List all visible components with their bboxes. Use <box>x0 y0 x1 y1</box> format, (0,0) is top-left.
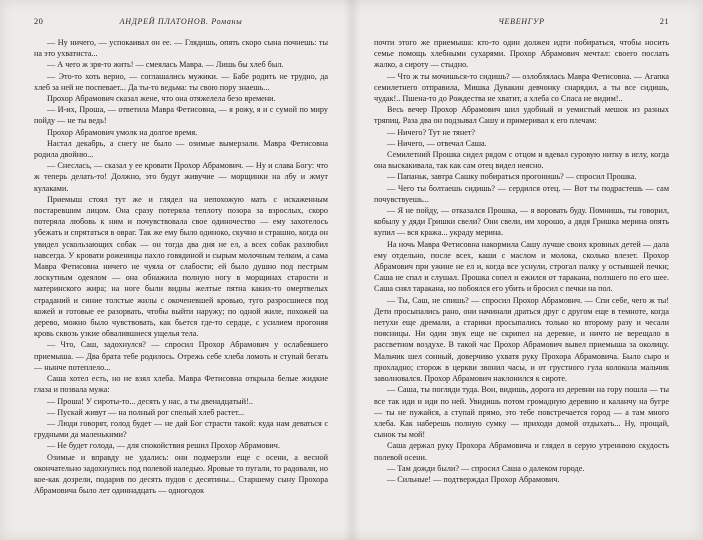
page-number-right: 21 <box>659 16 669 26</box>
paragraph: почти этого же приемыша: кто-то один должен идти побираться, чтобы носить семье помощь хлебными сухарями. Прохор Абрамович мечтал: своего послать жалко, а сироту — стыдно. <box>374 38 669 70</box>
paragraph: — Пускай живут — на полный рог спелый хлеб растет... <box>47 407 245 417</box>
paragraph: Прохор Абрамович умолк на долгое время. <box>47 127 198 137</box>
paragraph: — Ничего, — отвечал Саша. <box>387 138 487 148</box>
paragraph: — Не будет голода, — для спокойствия решил Прохор Абрамович. <box>47 441 280 451</box>
running-head-left <box>34 16 328 28</box>
paragraph: Приемыш стоял тут же и глядел на непохожую мать с искаженным постаревшим лицом. Она сразу потеряла теплоту позора за взрослых, скоро потеряла любовь к ним и почувствовала свое одиночество — ему захотелось убежать и спрятаться в овраг. Так же ему было одиноко, скучно и страшно, когда он увидел ускользающих собак — он тогда два дня не ел, а всех собак разлюбил навсегда. У кровати роженицы пахло говядиной и сырым молочным телком, а сама Мавра Фетисовна ничего не чуяла от слабости; ей было душно под пестрым лоскутным одеялом — она обнажила полную ногу в морщинах старости и материнского жира; на ноге были видны желтые пятна каких-то омертвелых страданий и синие толстые жилы с окоченевшей кровью, туго разросшиеся под кожей и готовые ее разорвать, чтобы выйти наружу; по одной жиле, похожей на дерево, можно было чувствовать, как бьется где-то сердце, с усилием прогоняя кровь сквозь узкие обвалившиеся ущелья тела. <box>34 194 328 339</box>
paragraph: — Ну ничего, — успокаивал он ее. — Глядишь, опять скоро сына почнешь: ты на это ухватиста... <box>34 38 328 59</box>
paragraph: — Что ж ты мочишься-то сидишь? — озлоблялась Мавра Фетисовна. — Агапка семилетнего отправила, Мишка Дувакин девчонку снарядил, а ты все сидишь, чудак!.. Пшена-то до Рождества не хватит, а хлеба со Спаса не видим!.. <box>374 71 669 104</box>
paragraph: — А чего ж зря-то жить! — смеялась Мавра. — Лишь бы хлеб был. <box>47 60 284 70</box>
paragraph: — Сильные! — подтверждал Прохор Абрамович. <box>387 474 560 484</box>
paragraph: — Папаньк, завтра Сашку побираться прогонишь? — спросил Прошка. <box>387 172 637 182</box>
paragraph: Семилетний Прошка сидел рядом с отцом и вдевал суровую нитку в иглу, когда она выскакивала, так как сам отец видел неясно. <box>374 150 669 171</box>
paragraph: Настал декабрь, а снегу не было — озимые вымерзали. Мавра Фетисовна родила двойню... <box>34 138 328 160</box>
paragraph: — Снеслась, — сказал у ее кровати Прохор Абрамович. — Ну и слава Богу: что ж теперь делать-то! Должно, это будут живучие — морщинки на лбу и жмут кулаками. <box>34 161 328 193</box>
paragraph: — Что, Саш, задохнулся? — спросил Прохор Абрамович у ослабевшего приемыша. — Два брата тебе родилось. Отрежь себе хлеба ломоть и ступай бегать — нынче потеплело... <box>34 340 328 372</box>
paragraph: — И-их, Проша, — ответила Мавра Фетисовна, — я рожу, я и с сумой по миру пойду — не ты ведь! <box>34 105 328 126</box>
paragraph: — Это-то хоть верно, — соглашались мужики. — Бабе родить не трудно, да хлеб за ней не поспевает... Да ты-то ведьма: ты свою пору знаешь... <box>34 71 328 92</box>
paragraph: — Саша, ты погляди туда. Вон, видишь, дорога из деревни на гору пошла — ты все так иди и иди по ней. Увидишь потом громадную деревню и каланчу на бугре — ты не пужайся, а ступай прямо, это тебе повстречается город — а там много хлеба. Как наберешь полную сумку — приходи домой отдыхать... Ну, прощай, сынок ты мой! <box>374 385 669 440</box>
running-title-right: ЧЕВЕНГУР <box>498 17 545 26</box>
page-right-text <box>374 37 669 485</box>
paragraph: — Люди говорят, голод будет — не дай Бог страсти такой: куда нам деваться с грудными да маленькими? <box>34 418 328 440</box>
paragraph: Саша хотел есть, но не взял хлеба. Мавра Фетисовна открыла белые жидкие глаза и позвала мужа: <box>34 374 328 395</box>
paragraph: Прохор Абрамович сказал жене, что она отяжелела безо времени. <box>47 94 276 104</box>
paragraph: — Там дожди были? — спросил Саша о далеком городе. <box>387 463 585 473</box>
paragraph: — Проша! У сироты-то... десять у нас, а ты двенадцатый!.. <box>47 396 253 406</box>
page-right <box>352 0 703 540</box>
paragraph: — Я не пойду, — отказался Прошка, — я воровать буду. Помнишь, ты говорил, кобылу у дяди Гришки свели? Они свели, им хорошо, а дядя Гришка мерина опять купил — вся кража... украду мерина. <box>374 206 669 238</box>
paragraph: Озимые и вправду не удались: они подмерзли еще с осени, а весной окончательно задохнулись под полевой наледью. Яровые то пугали, то радовали, но кое-как дозрели, подарив по десять пудов с десятины... Старшему сыну Прохора Абрамовича было лет одиннадцать — одногодок <box>34 452 328 496</box>
running-title-left: АНДРЕЙ ПЛАТОНОВ. Романы <box>119 17 243 26</box>
running-head-right <box>374 16 669 28</box>
paragraph: Весь вечер Прохор Абрамович шил удобный и уемистый мешок из разных тряпиц. Раза два он подзывал Сашу и примеривал к его плечам: <box>374 105 669 126</box>
paragraph: — Ты, Саш, не спишь? — спросил Прохор Абрамович. — Спи себе, чего ж ты! Дети просыпались рано, они начинали драться друг с другом еще в темноте, когда петухи еще дремали, а старики просыпались только ко второму разу и чесали поясницы. Ни один звук еще не скрипел на деревне, и ничто не верещало в рассветном воздухе. В такой час Прохор Абрамович вывел приемыша за околицу. Мальчик шел сонный, доверчиво ухватя руку Прохора Абрамовича. Было сыро и прохладно; сторож в церкви звонил часы, и от грустного гула колокола мальчик заволновался. Прохор Абрамович наклонился к сироте. <box>374 295 669 384</box>
paragraph: На ночь Мавра Фетисовна накормила Сашу лучше своих кровных детей — дала ему отдельно, после всех, каши с маслом и молока, сколько влезет. Прохор Абрамович при ужине не ел и, когда все уснули, строгал палку у остывшей печки; Саша не спал и слушал. Прошка сопел и ежился от таракана, ползшего по его шее. Саша снял таракана, но побоялся его убить и бросил с печки на пол. <box>374 239 669 294</box>
page-number-left: 20 <box>34 16 44 26</box>
page-left-text <box>34 37 328 496</box>
paragraph: — Чего ты болтаешь сидишь? — сердился отец. — Вот ты подрастешь — сам почувствуешь... <box>374 183 669 204</box>
paragraph: — Ничего? Тут не тянет? <box>387 127 476 137</box>
paragraph: Саша держал руку Прохора Абрамовича и глядел в серую утреннюю скудость полевой осени. <box>374 441 669 462</box>
